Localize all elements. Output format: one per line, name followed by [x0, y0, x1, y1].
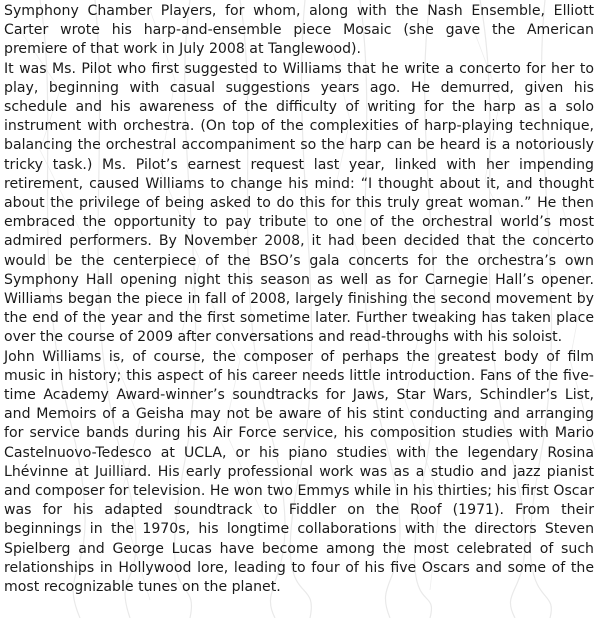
paragraph-2: It was Ms. Pilot who first suggested to Williams that he write a concerto for her to play, beginning with casual suggestions years ago. He demurred, given his schedule and his awareness of the difficulty of writing for the harp as a solo instrument with orchestra. (On top of the complexities of harp-playing technique, balancing the orchestral accompaniment so the harp can be heard is a notoriously tricky task.) Ms. Pilot’s earnest request last year, linked with her impending retirement, caused Williams to change his mind: “I thought about it, and thought about the privilege of being asked to do this for this truly great woman.” He then embraced the opportunity to pay tribute to one of the orchestral world’s most admired performers. By November 2008, it had been decided that the concerto would be the centerpiece of the BSO’s gala concerts for the orchestra’s own Symphony Hall opening night this season as well as for Carnegie Hall’s opener. Williams began the piece in fall of 2008, largely finishing the second movement by the end of the year and the first sometime later. Further tweaking has taken place over the course of 2009 after conversations and read-throughs with his soloist. — [4, 60, 594, 346]
paragraph-1: Symphony Chamber Players, for whom, along with the Nash Ensemble, Elliott Carter wrote his harp-and-ensemble piece Mosaic (she gave the American premiere of that work in July 2008 at Tanglewood). — [4, 3, 594, 58]
paragraph-3: John Williams is, of course, the composer of perhaps the greatest body of film music in history; this aspect of his career needs little introduction. Fans of the five-time Academy Award-winner’s soundtracks for Jaws, Star Wars, Schindler’s List, and Memoirs of a Geisha may not be aware of his stint conducting and arranging for service bands during his Air Force service, his composition studies with Mario Castelnuovo-Tedesco at UCLA, or his piano studies with the legendary Rosina Lhévinne at Juilliard. His early professional work was as a studio and jazz pianist and composer for television. He won two Emmys while in his thirties; his first Oscar was for his adapted soundtrack to Fiddler on the Roof (1971). From their beginnings in the 1970s, his longtime collaborations with the directors Steven Spielberg and George Lucas have become among the most celebrated of such relationships in Hollywood lore, leading to four of his five Oscars and some of the most recognizable tunes on the planet. — [4, 348, 594, 596]
article-text — [4, 2, 594, 597]
